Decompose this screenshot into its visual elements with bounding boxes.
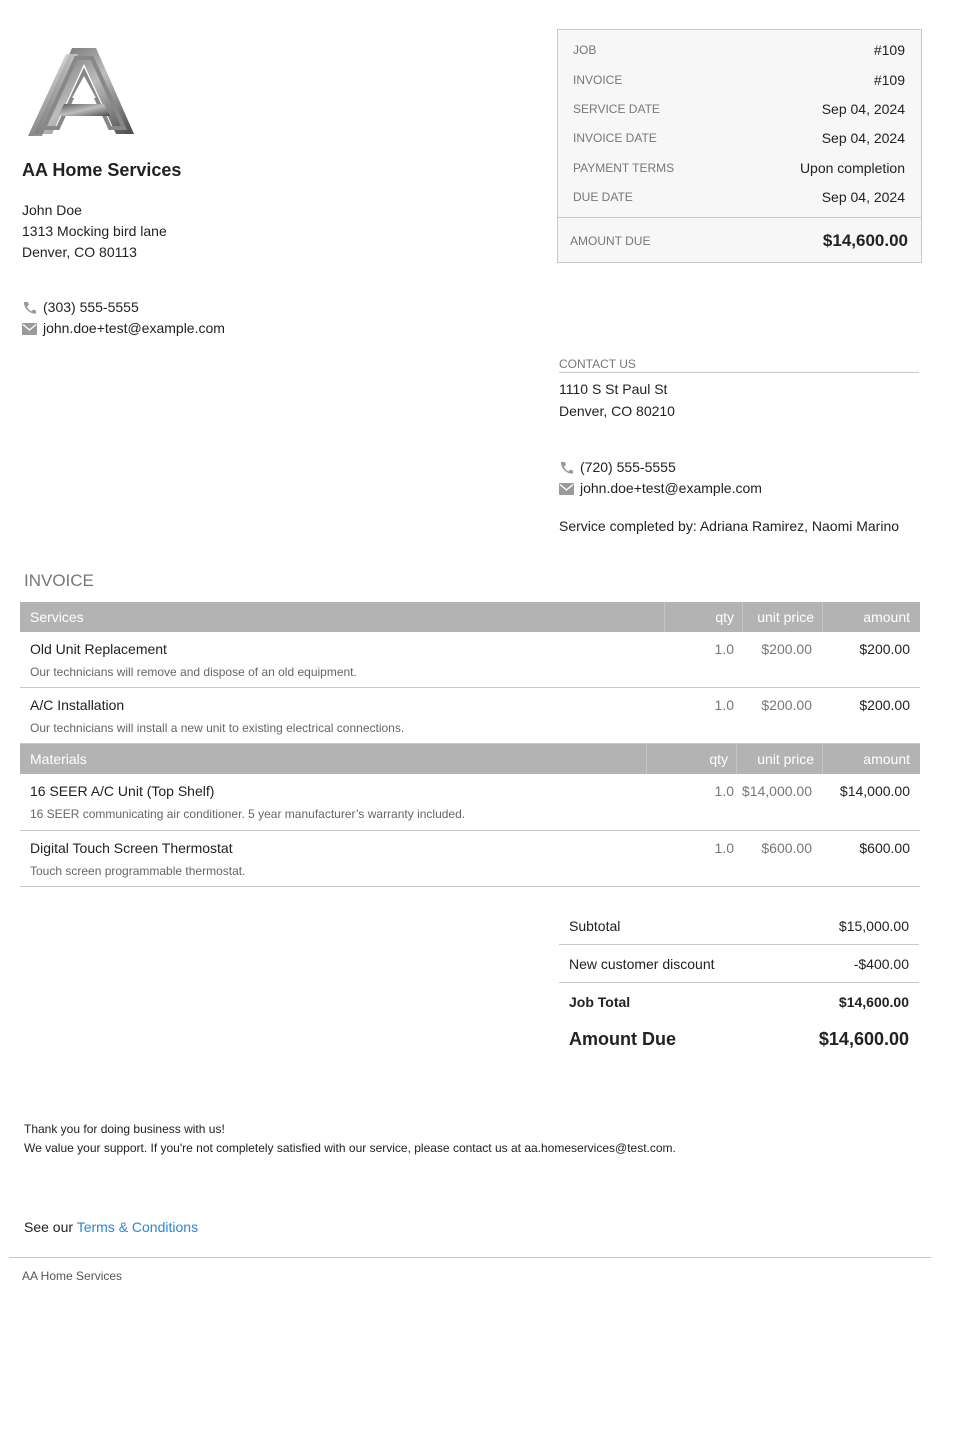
info-row-payment-terms xyxy=(573,158,905,178)
invoice-info-box xyxy=(557,29,922,263)
item-qty: 1.0 xyxy=(714,641,734,657)
amount-due-total-row xyxy=(559,1021,919,1057)
service-row xyxy=(20,632,920,688)
services-header-amount: amount xyxy=(822,602,920,632)
customer-contact xyxy=(22,297,225,339)
invoice-value: #109 xyxy=(873,72,905,88)
info-row-due-date xyxy=(573,187,905,207)
item-qty: 1.0 xyxy=(714,697,734,713)
item-unit-price: $600.00 xyxy=(761,840,812,856)
services-header-unit-price: unit price xyxy=(742,602,822,632)
customer-email-line xyxy=(22,318,225,339)
material-row xyxy=(20,831,920,887)
contact-phone[interactable]: (720) 555-5555 xyxy=(580,459,676,475)
item-unit-price: $200.00 xyxy=(761,641,812,657)
service-date-label: SERVICE DATE xyxy=(573,102,660,116)
item-description: Touch screen programmable thermostat. xyxy=(30,864,246,878)
item-description: Our technicians will install a new unit to existing electrical connections. xyxy=(30,721,405,735)
contact-address-line1: 1110 S St Paul St xyxy=(559,381,668,397)
job-value: #109 xyxy=(873,42,905,58)
item-amount: $200.00 xyxy=(859,697,910,713)
email-icon xyxy=(22,323,37,335)
info-divider xyxy=(558,217,921,218)
due-date-label: DUE DATE xyxy=(573,190,633,204)
item-name: A/C Installation xyxy=(30,697,125,713)
info-row-invoice-date xyxy=(573,128,905,148)
company-name: AA Home Services xyxy=(22,160,182,180)
amount-due-value: $14,600.00 xyxy=(822,231,908,250)
service-completed-by: Service completed by: Adriana Ramirez, Naomi Marino xyxy=(559,518,900,534)
job-total-label: Job Total xyxy=(569,994,631,1010)
info-row-job xyxy=(573,40,905,60)
footer-company-name: AA Home Services xyxy=(22,1269,123,1283)
customer-phone-line xyxy=(22,297,225,318)
phone-icon xyxy=(559,461,574,475)
contact-us-title: CONTACT US xyxy=(559,357,919,373)
item-qty: 1.0 xyxy=(714,783,734,799)
terms-line xyxy=(24,1219,198,1235)
footer-divider xyxy=(9,1257,931,1258)
contact-phone-line xyxy=(559,457,919,478)
thanks-line2: We value your support. If you're not completely satisfied with our service, please contact us at aa.homeservices@test.com. xyxy=(24,1141,676,1155)
contact-us-contact xyxy=(559,457,919,499)
customer-email[interactable]: john.doe+test@example.com xyxy=(43,320,225,336)
materials-header-name: Materials xyxy=(30,751,87,767)
line-items-table xyxy=(20,602,920,887)
customer-address-line2: Denver, CO 80113 xyxy=(22,244,137,260)
item-qty: 1.0 xyxy=(714,840,734,856)
item-unit-price: $14,000.00 xyxy=(741,783,812,799)
materials-header-unit-price: unit price xyxy=(736,744,822,774)
totals-section xyxy=(559,907,919,1057)
payment-terms-value: Upon completion xyxy=(799,160,905,176)
info-row-amount-due xyxy=(570,229,908,253)
subtotal-label: Subtotal xyxy=(569,917,621,934)
thank-you-note xyxy=(24,1120,676,1158)
services-header-name: Services xyxy=(30,609,84,625)
terms-link[interactable]: Terms & Conditions xyxy=(76,1219,199,1235)
phone-icon xyxy=(22,301,37,315)
invoice-date-label: INVOICE DATE xyxy=(573,131,657,145)
item-amount: $200.00 xyxy=(859,641,910,657)
service-date-value: Sep 04, 2024 xyxy=(821,101,905,117)
discount-label: New customer discount xyxy=(569,955,715,972)
item-unit-price: $200.00 xyxy=(761,697,812,713)
item-description: Our technicians will remove and dispose of an old equipment. xyxy=(30,665,357,679)
service-row xyxy=(20,688,920,744)
terms-prefix: See our xyxy=(24,1219,74,1235)
item-description: 16 SEER communicating air conditioner. 5 year manufacturer’s warranty included. xyxy=(30,807,466,821)
contact-address-line2: Denver, CO 80210 xyxy=(559,403,675,419)
job-total-value: $14,600.00 xyxy=(838,994,909,1010)
discount-value: -$400.00 xyxy=(853,955,909,972)
company-logo xyxy=(24,44,144,140)
info-row-service-date xyxy=(573,99,905,119)
customer-name: John Doe xyxy=(22,202,82,218)
customer-address-line1: 1313 Mocking bird lane xyxy=(22,223,167,239)
customer-phone[interactable]: (303) 555-5555 xyxy=(43,299,139,315)
email-icon xyxy=(559,483,574,495)
amount-due-total-value: $14,600.00 xyxy=(818,1028,909,1049)
material-row xyxy=(20,774,920,831)
customer-address xyxy=(22,200,167,263)
contact-email[interactable]: john.doe+test@example.com xyxy=(580,480,762,496)
contact-us-section xyxy=(559,357,919,534)
amount-due-total-label: Amount Due xyxy=(569,1028,676,1049)
job-total-row xyxy=(559,983,919,1021)
services-header xyxy=(20,602,920,632)
amount-due-label: AMOUNT DUE xyxy=(570,234,651,248)
payment-terms-label: PAYMENT TERMS xyxy=(573,161,675,175)
invoice-label: INVOICE xyxy=(573,73,623,87)
contact-us-address xyxy=(559,378,919,422)
materials-header-amount: amount xyxy=(822,744,920,774)
job-label: JOB xyxy=(573,43,597,57)
item-name: 16 SEER A/C Unit (Top Shelf) xyxy=(30,783,215,799)
invoice-heading: INVOICE xyxy=(24,571,94,590)
subtotal-row xyxy=(559,907,919,945)
services-header-qty: qty xyxy=(664,602,742,632)
item-amount: $14,000.00 xyxy=(839,783,910,799)
item-name: Digital Touch Screen Thermostat xyxy=(30,840,233,856)
item-name: Old Unit Replacement xyxy=(30,641,167,657)
invoice-date-value: Sep 04, 2024 xyxy=(821,130,905,146)
item-amount: $600.00 xyxy=(859,840,910,856)
materials-header xyxy=(20,744,920,774)
info-row-invoice xyxy=(573,70,905,90)
materials-header-qty: qty xyxy=(646,744,736,774)
contact-email-line xyxy=(559,478,919,499)
thanks-line1: Thank you for doing business with us! xyxy=(24,1122,225,1136)
discount-row xyxy=(559,945,919,983)
subtotal-value: $15,000.00 xyxy=(838,917,909,934)
due-date-value: Sep 04, 2024 xyxy=(821,189,905,205)
